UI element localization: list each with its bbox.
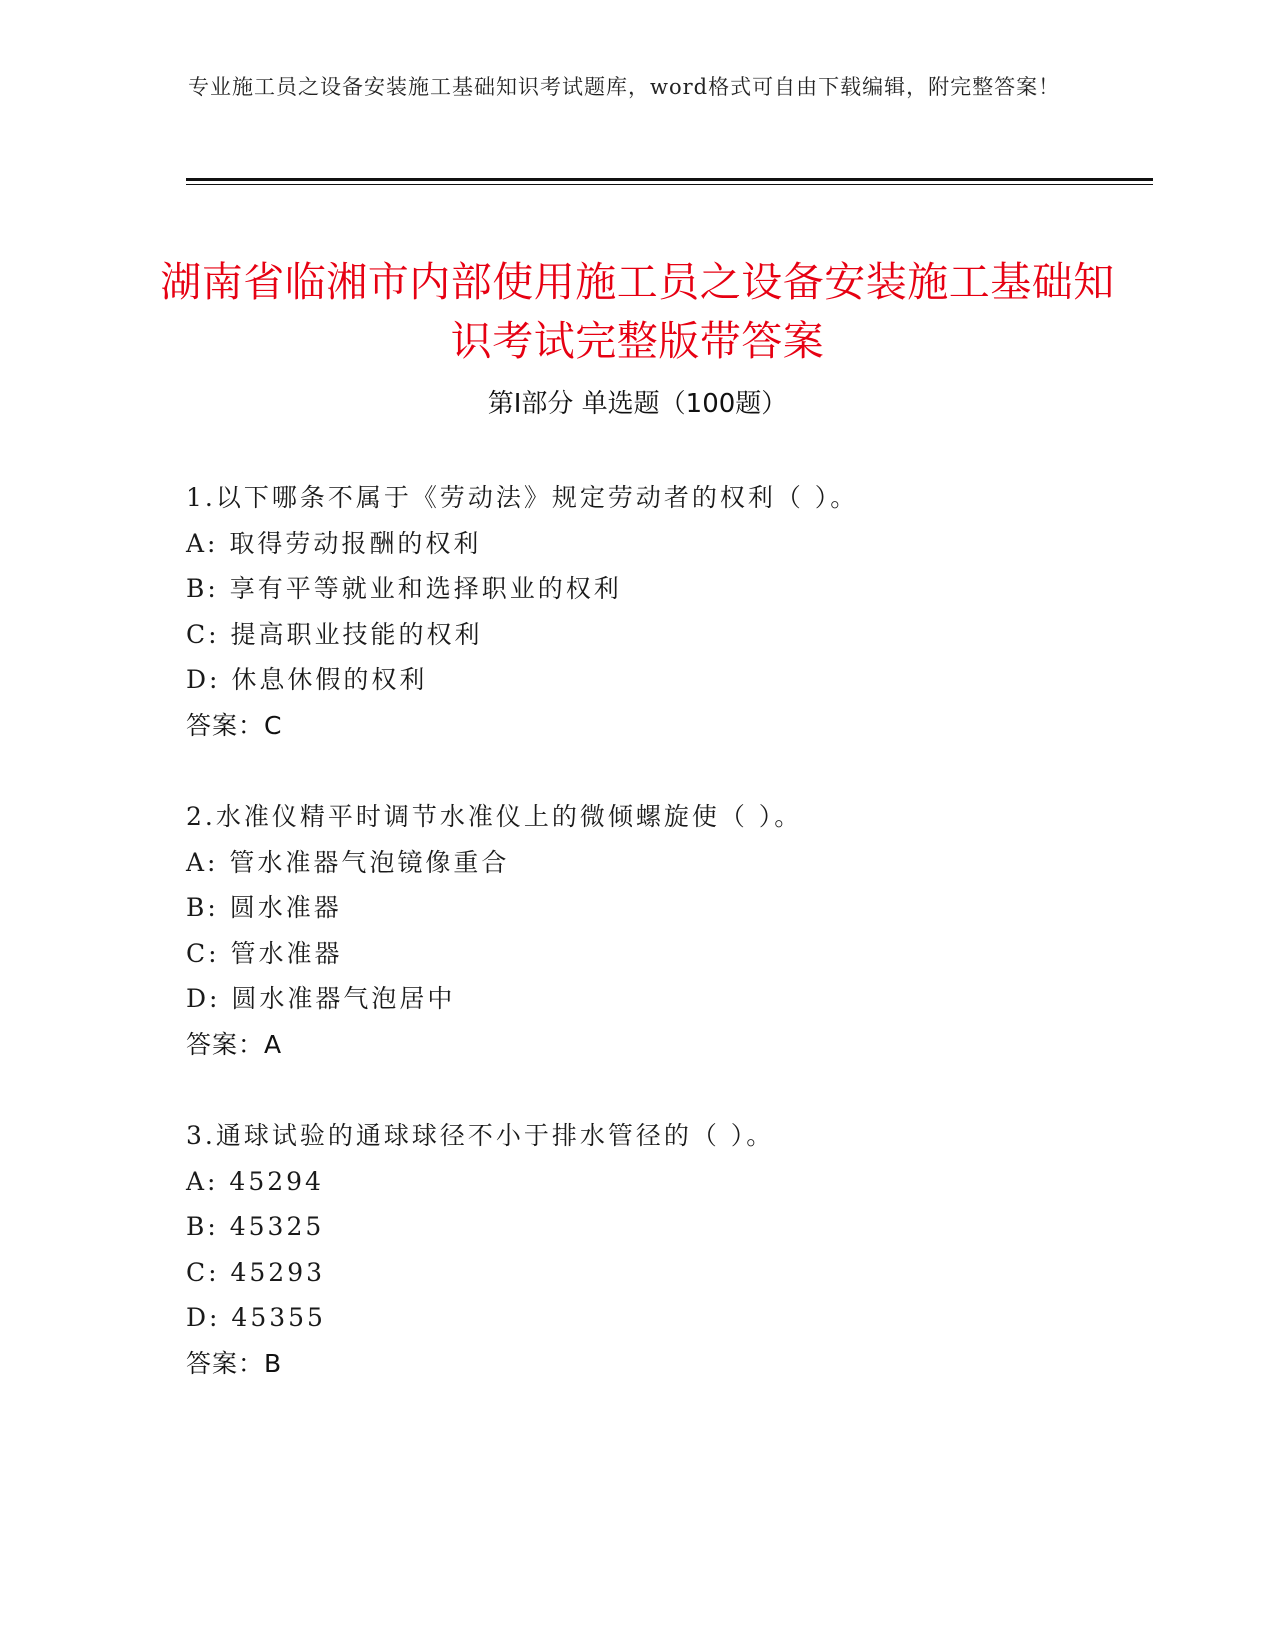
answer: 答案：B bbox=[186, 1348, 283, 1378]
option-a: A: 管水准器气泡镜像重合 bbox=[186, 847, 510, 877]
option-b: B: 45325 bbox=[186, 1212, 325, 1241]
question-stem: 1.以下哪条不属于《劳动法》规定劳动者的权利（ ）。 bbox=[186, 483, 859, 512]
option-c: C: 提高职业技能的权利 bbox=[186, 619, 483, 649]
question-1 bbox=[186, 475, 1146, 748]
header-rule-thick bbox=[186, 178, 1153, 181]
header-rule-thin bbox=[186, 184, 1153, 185]
option-b: B: 享有平等就业和选择职业的权利 bbox=[186, 574, 622, 603]
header-note: 专业施工员之设备安装施工基础知识考试题库，word格式可自由下载编辑，附完整答案！ bbox=[188, 75, 1061, 99]
option-d: D: 圆水准器气泡居中 bbox=[186, 984, 456, 1013]
question-list bbox=[186, 475, 1146, 1432]
option-c: C: 管水准器 bbox=[186, 938, 343, 968]
question-3 bbox=[186, 1113, 1146, 1386]
answer: 答案：C bbox=[186, 710, 283, 740]
document-title: 湖南省临湘市内部使用施工员之设备安装施工基础知识考试完整版带答案 bbox=[160, 258, 1115, 366]
option-c: C: 45293 bbox=[186, 1257, 326, 1287]
question-2 bbox=[186, 794, 1146, 1067]
option-a: A: 取得劳动报酬的权利 bbox=[186, 528, 482, 558]
answer: 答案：A bbox=[186, 1029, 283, 1059]
question-stem: 2.水准仪精平时调节水准仪上的微倾螺旋使（ ）。 bbox=[186, 802, 803, 831]
option-a: A: 45294 bbox=[186, 1166, 324, 1196]
question-stem: 3.通球试验的通球球径不小于排水管径的（ ）。 bbox=[186, 1121, 775, 1150]
option-d: D: 45355 bbox=[186, 1303, 326, 1332]
option-b: B: 圆水准器 bbox=[186, 893, 342, 922]
option-d: D: 休息休假的权利 bbox=[186, 665, 428, 694]
section-title: 第Ⅰ部分 单选题（100题） bbox=[487, 389, 788, 419]
